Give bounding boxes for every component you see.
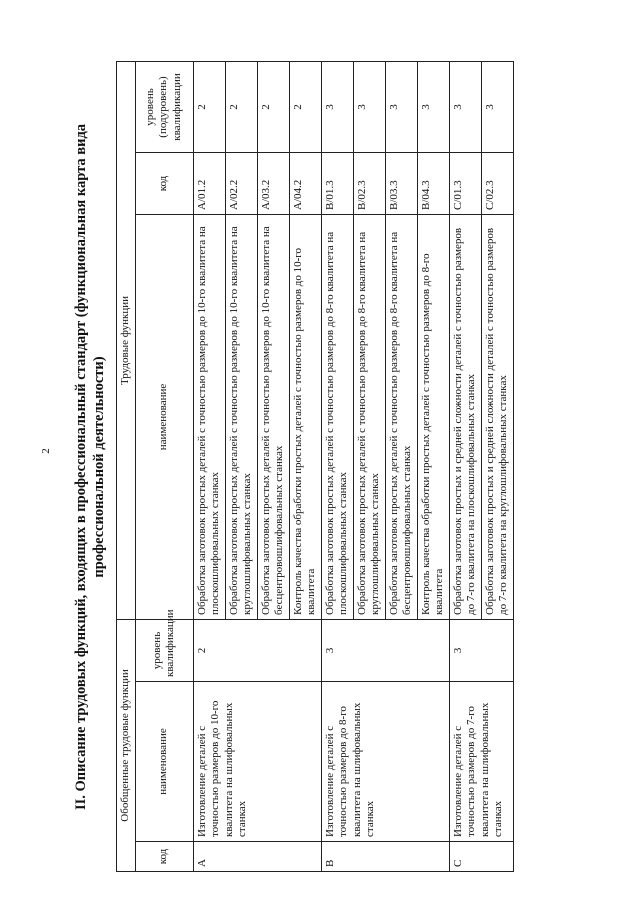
group-code: C [449, 842, 513, 872]
page-number: 2 [40, 448, 52, 454]
function-code: A/01.2 [193, 152, 225, 214]
header-sublevel: уровень (подуровень) квалификации [135, 61, 193, 152]
function-name: Контроль качества обработки простых деталей с точностью размеров до 10-го квалитета [289, 214, 321, 619]
table-row [193, 61, 225, 871]
function-sublevel: 3 [417, 61, 449, 152]
group-name: Изготовление деталей с точностью размеров до 8-го квалитета на шлифовальных станках [321, 682, 449, 842]
function-name: Обработка заготовок простых деталей с точностью размеров до 8-го квалитета на круглошлифовальных станках [353, 214, 385, 619]
function-code: B/04.3 [417, 152, 449, 214]
function-name: Обработка заготовок простых деталей с точностью размеров до 10-го квалитета на бесцентровошлифовальных станках [257, 214, 289, 619]
section-title [72, 62, 110, 872]
header-code: код [135, 842, 193, 872]
group-level: 3 [449, 619, 513, 681]
header-generalized-functions: Обобщенные трудовые функции [117, 619, 136, 871]
group-level: 2 [193, 619, 321, 681]
group-name: Изготовление деталей с точностью размеров до 10-го квалитета на шлифовальных станках [193, 682, 321, 842]
function-sublevel: 2 [193, 61, 225, 152]
function-name: Обработка заготовок простых и средней сложности деталей с точностью размеров до 7-го квалитета на плоскошлифовальных станках [449, 214, 481, 619]
function-code: B/03.3 [385, 152, 417, 214]
functional-map-table [116, 61, 514, 872]
function-name: Обработка заготовок простых деталей с точностью размеров до 8-го квалитета на бесцентровошлифовальных станках [385, 214, 417, 619]
function-code: B/02.3 [353, 152, 385, 214]
rotated-page-content [72, 62, 632, 872]
function-code: B/01.3 [321, 152, 353, 214]
function-code: A/03.2 [257, 152, 289, 214]
function-name: Обработка заготовок простых деталей с точностью размеров до 8-го квалитета на плоскошлифовальных станках [321, 214, 353, 619]
function-sublevel: 2 [257, 61, 289, 152]
header-function-name: наименование [135, 214, 193, 619]
function-name: Обработка заготовок простых деталей с точностью размеров до 10-го квалитета на круглошлифовальных станках [225, 214, 257, 619]
function-code: C/01.3 [449, 152, 481, 214]
table-row [449, 61, 481, 871]
header-name: наименование [135, 682, 193, 842]
function-code: A/02.2 [225, 152, 257, 214]
table-row [321, 61, 353, 871]
function-name: Контроль качества обработки простых деталей с точностью размеров до 8-го квалитета [417, 214, 449, 619]
function-sublevel: 2 [225, 61, 257, 152]
group-level: 3 [321, 619, 449, 681]
function-sublevel: 3 [321, 61, 353, 152]
header-level: уровень квалификации [135, 619, 193, 681]
function-name: Обработка заготовок простых деталей с точностью размеров до 10-го квалитета на плоскошлифовальных станках [193, 214, 225, 619]
section-title-line-2: профессиональной деятельности) [91, 356, 107, 578]
group-code: B [321, 842, 449, 872]
function-sublevel: 3 [353, 61, 385, 152]
function-sublevel: 3 [385, 61, 417, 152]
function-sublevel: 3 [481, 61, 513, 152]
function-code: C/02.3 [481, 152, 513, 214]
function-name: Обработка заготовок простых и средней сложности деталей с точностью размеров до 7-го квалитета на круглошлифовальных станках [481, 214, 513, 619]
section-title-line-1: II. Описание трудовых функций, входящих в профессиональный стандарт (функциональная карта вида [73, 123, 89, 811]
header-function-code: код [135, 152, 193, 214]
header-labor-functions: Трудовые функции [117, 61, 136, 619]
function-code: A/04.2 [289, 152, 321, 214]
group-name: Изготовление деталей с точностью размеров до 7-го квалитета на шлифовальных станках [449, 682, 513, 842]
function-sublevel: 3 [449, 61, 481, 152]
group-code: A [193, 842, 321, 872]
function-sublevel: 2 [289, 61, 321, 152]
